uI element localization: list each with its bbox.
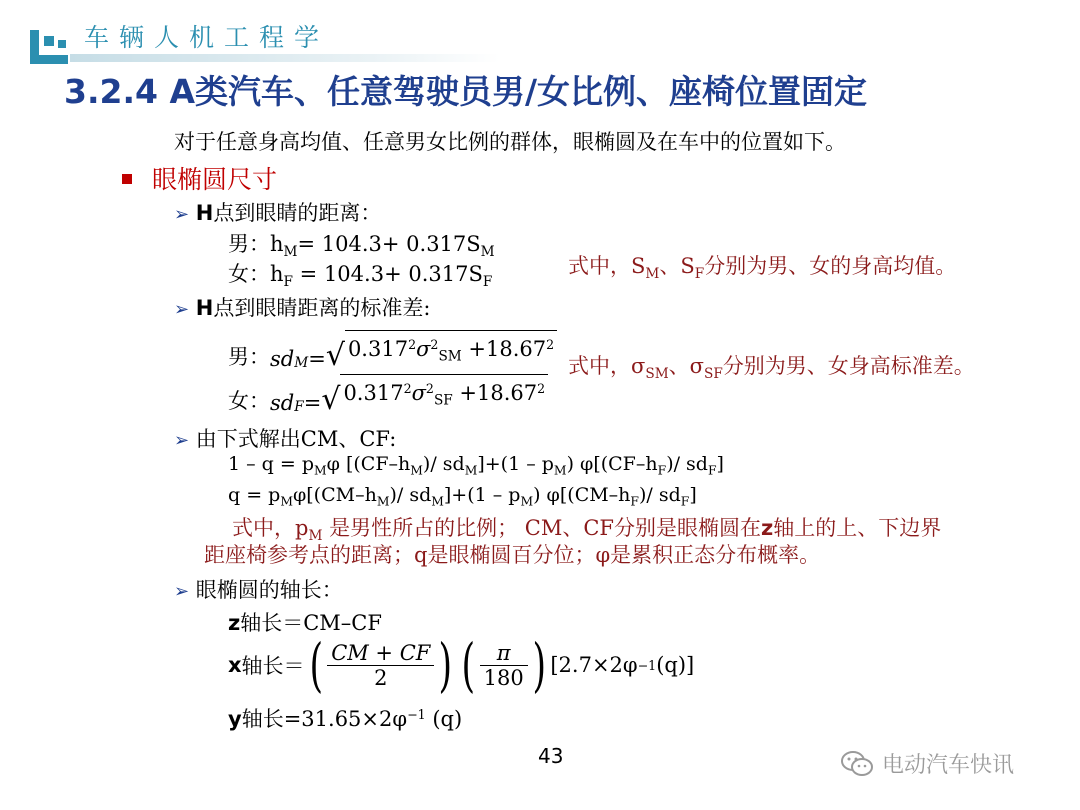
- equation-text: ) φ[(CF–h: [566, 453, 658, 475]
- equation-text: )/ sd: [666, 453, 708, 475]
- std-dev-heading: ➢ H点到眼睛距离的标准差:: [174, 296, 431, 320]
- equation-text: )/ sd: [422, 453, 465, 475]
- section-heading: 眼椭圆尺寸: [152, 165, 278, 194]
- fraction-pi: $\frac{\pi}{180}$: [480, 641, 528, 690]
- axes-heading: ➢ 眼椭圆的轴长：: [174, 578, 343, 602]
- fraction-cm-cf: $\frac{CM + CF}{2}$: [327, 641, 434, 690]
- sqrt-male: √ $0.317^2\sigma^2_{SM} +18.67^2$: [326, 330, 557, 371]
- arrow-bullet-icon: ➢: [174, 581, 190, 602]
- wechat-icon: [840, 750, 874, 778]
- h-distance-heading: ➢ H点到眼睛的距离：: [174, 201, 382, 225]
- equation-text: ) φ[(CM–h: [533, 484, 631, 506]
- h-distance-note: 式中，$S_M$、$S_F$分别为男、女的身高均值。: [568, 254, 957, 282]
- slide-title: 3.2.4 A类汽车、任意驾驶员男/女比例、座椅位置固定: [64, 72, 868, 111]
- subscript: M: [280, 494, 293, 509]
- subscript: M: [431, 494, 444, 509]
- intro-text: 对于任意身高均值、任意男女比例的群体，眼椭圆及在车中的位置如下。: [174, 130, 846, 154]
- logo-icon: [30, 30, 68, 64]
- arrow-bullet-icon: ➢: [174, 299, 190, 320]
- subscript: M: [410, 463, 423, 478]
- equation-text: 1 – q = p: [228, 453, 314, 475]
- header-divider: [70, 54, 500, 62]
- std-dev-female: 女： sd F = √ $0.317^2\sigma^2_{SF} +18.67^2$: [228, 374, 548, 415]
- page-number: 43: [538, 744, 564, 768]
- equation-text: ]+(1 – p: [477, 453, 554, 475]
- equation-text: q = p: [228, 484, 281, 506]
- equation-text: )/ sd: [389, 484, 432, 506]
- subscript: F: [630, 494, 639, 509]
- cm-cf-equation-2: [228, 484, 697, 508]
- equation-text: ]: [716, 453, 724, 475]
- cm-cf-note-line-1: 式中，$p_M$ 是男性所占的比例； CM、CF分别是眼椭圆在z轴上的上、下边界: [232, 516, 942, 544]
- section-bullet: [122, 174, 132, 184]
- subscript: M: [314, 463, 327, 478]
- subscript: F: [707, 463, 717, 478]
- equation-text: φ[(CM–h: [292, 484, 377, 506]
- std-dev-note: 式中，$\sigma_{SM}$、$\sigma_{SF}$分别为男、女身高标准差。: [568, 354, 975, 382]
- subscript: F: [657, 463, 667, 478]
- subscript: M: [553, 463, 567, 478]
- watermark: 电动汽车快讯: [840, 748, 1014, 779]
- cm-cf-note-line-2: 距座椅参考点的距离；q是眼椭圆百分位；φ是累积正态分布概率。: [204, 543, 821, 567]
- z-axis-length: z轴长＝CM–CF: [228, 611, 382, 635]
- std-dev-male: 男： sd M = √ $0.317^2\sigma^2_{SM} +18.67^2$: [228, 330, 557, 371]
- y-axis-length: y轴长$=31.65\times 2\varphi^{-1}$ (q): [228, 707, 463, 731]
- equation-text: )/ sd: [639, 484, 681, 506]
- subscript: M: [376, 494, 390, 509]
- equation-text: ]: [689, 484, 697, 506]
- h-distance-female: 女：$h_F = 104.3+ 0.317S_F$: [228, 262, 493, 290]
- arrow-bullet-icon: ➢: [174, 204, 190, 225]
- equation-text: φ [(CF–h: [326, 453, 411, 475]
- sqrt-female: √ $0.317^2\sigma^2_{SF} +18.67^2$: [321, 374, 548, 415]
- h-distance-male: 男：$h_M= 104.3+ 0.317S_M$: [228, 232, 495, 260]
- subscript: M: [464, 463, 478, 478]
- cm-cf-heading: ➢ 由下式解出CM、CF:: [174, 427, 397, 451]
- subscript: M: [520, 494, 534, 509]
- course-title: 车辆人机工程学: [84, 23, 330, 52]
- equation-text: ]+(1 – p: [443, 484, 521, 506]
- cm-cf-equation-1: [228, 453, 724, 477]
- subscript: F: [680, 494, 690, 509]
- arrow-bullet-icon: ➢: [174, 430, 190, 451]
- x-axis-length: x 轴长＝ ( $\frac{CM + CF}{2}$ ) ( $\frac{\pi}{180}$ ) [2.7×2φ −1 (q)]: [228, 631, 695, 699]
